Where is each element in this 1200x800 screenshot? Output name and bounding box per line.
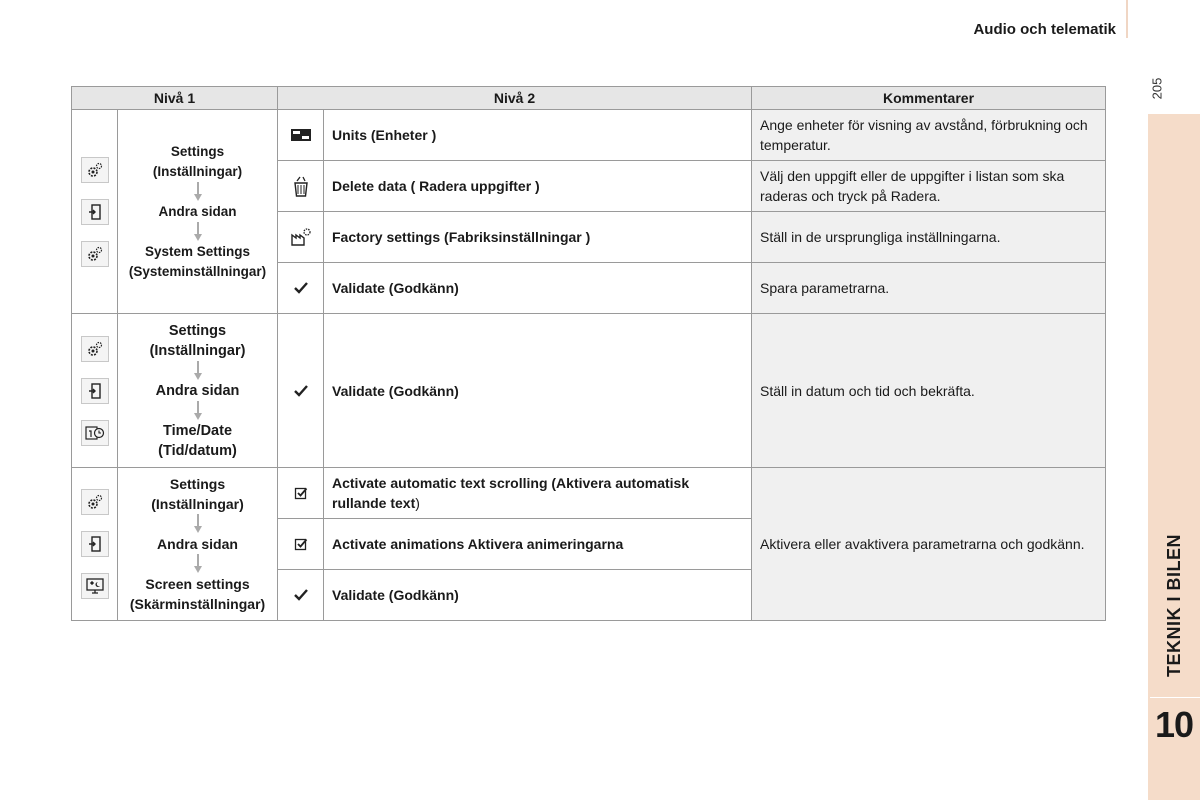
level1-icons — [72, 110, 118, 314]
level2-icon-cell — [278, 314, 324, 468]
level1-step1: Settings — [169, 476, 226, 492]
chapter-number: 10 — [1154, 704, 1194, 745]
settings-icon — [81, 336, 109, 362]
settings-icon — [81, 489, 109, 515]
level2-label-suffix: ) — [415, 495, 420, 511]
level1-path — [118, 110, 278, 314]
level1-step3: System Settings — [144, 243, 251, 259]
level1-step3-sv: (Tid/datum) — [158, 442, 237, 459]
level2-icon-cell — [278, 263, 324, 314]
level2-label: Validate (Godkänn) — [324, 570, 752, 621]
level2-label: Delete data ( Radera uppgifter ) — [324, 161, 752, 212]
level1-path — [118, 468, 278, 621]
header-comments: Kommentarer — [752, 87, 1106, 110]
chapter-title — [1148, 520, 1200, 690]
level2-icon-cell — [278, 161, 324, 212]
level2-label: Validate (Godkänn) — [324, 263, 752, 314]
page-number — [1146, 72, 1168, 104]
arrow-down-icon — [193, 361, 203, 381]
level1-step3-sv: (Systeminställningar) — [128, 263, 267, 279]
table-row — [72, 468, 1106, 519]
level1-step2: Andra sidan — [158, 203, 237, 219]
arrow-down-icon — [193, 554, 203, 574]
arrow-down-icon — [193, 401, 203, 421]
level1-icons — [72, 468, 118, 621]
level1-step3: Time/Date — [162, 422, 233, 439]
table-row — [72, 110, 1106, 161]
units-icon — [290, 128, 312, 142]
factory-icon — [290, 227, 312, 247]
checkmark-icon — [293, 281, 309, 295]
chapter-title-text: TEKNIK I BILEN — [1163, 533, 1184, 677]
settings-table — [71, 86, 1106, 621]
level2-icon-cell — [278, 110, 324, 161]
level2-icon-cell — [278, 212, 324, 263]
comment-cell: Spara parametrarna. — [752, 263, 1106, 314]
level1-step1-sv: (Inställningar) — [152, 163, 243, 179]
settings-icon — [81, 157, 109, 183]
level1-step1: Settings — [170, 143, 225, 159]
level1-step2: Andra sidan — [157, 536, 238, 552]
screen-settings-icon — [81, 573, 109, 599]
level1-step3: Screen settings — [145, 576, 250, 592]
checkbox-icon — [294, 486, 308, 500]
next-page-icon — [81, 531, 109, 557]
level1-step1-sv: (Inställningar) — [149, 342, 246, 359]
level2-label-text: Activate automatic text scrolling (Aktivera automatisk rullande text — [332, 475, 690, 511]
level1-step1: Settings — [168, 322, 227, 339]
level2-label: Units (Enheter ) — [324, 110, 752, 161]
trash-icon — [291, 175, 311, 197]
checkbox-icon — [294, 537, 308, 551]
arrow-down-icon — [193, 514, 203, 534]
level2-label: Validate (Godkänn) — [324, 314, 752, 468]
level2-label: Activate animations Aktivera animeringarna — [324, 519, 752, 570]
level1-path — [118, 314, 278, 468]
comment-cell: Aktivera eller avaktivera parametrarna och godkänn. — [752, 468, 1106, 621]
next-page-icon — [81, 378, 109, 404]
comment-cell: Ange enheter för visning av avstånd, förbrukning och temperatur. — [752, 110, 1106, 161]
table-row — [72, 314, 1106, 468]
checkmark-icon — [293, 384, 309, 398]
comment-cell: Välj den uppgift eller de uppgifter i listan som ska raderas och tryck på Radera. — [752, 161, 1106, 212]
level2-icon-cell — [278, 570, 324, 621]
checkmark-icon — [293, 588, 309, 602]
comment-cell: Ställ in datum och tid och bekräfta. — [752, 314, 1106, 468]
level1-step3-sv: (Skärminställningar) — [129, 596, 266, 612]
table-header-row — [72, 87, 1106, 110]
system-settings-icon — [81, 241, 109, 267]
arrow-down-icon — [193, 182, 203, 202]
level2-icon-cell — [278, 519, 324, 570]
level2-label: Factory settings (Fabriksinställningar ) — [324, 212, 752, 263]
level1-step1-sv: (Inställningar) — [151, 496, 244, 512]
time-date-icon — [81, 420, 109, 446]
arrow-down-icon — [193, 222, 203, 242]
header-level2: Nivå 2 — [278, 87, 752, 110]
header-divider — [1126, 0, 1128, 38]
page-number-text: 205 — [1149, 77, 1165, 99]
chapter-separator — [1150, 697, 1200, 698]
level2-label — [324, 468, 752, 519]
level2-icon-cell — [278, 468, 324, 519]
header-level1: Nivå 1 — [72, 87, 278, 110]
section-title: Audio och telematik — [973, 21, 1116, 38]
level1-step2: Andra sidan — [155, 382, 240, 399]
comment-cell: Ställ in de ursprungliga inställningarna. — [752, 212, 1106, 263]
next-page-icon — [81, 199, 109, 225]
level1-icons — [72, 314, 118, 468]
